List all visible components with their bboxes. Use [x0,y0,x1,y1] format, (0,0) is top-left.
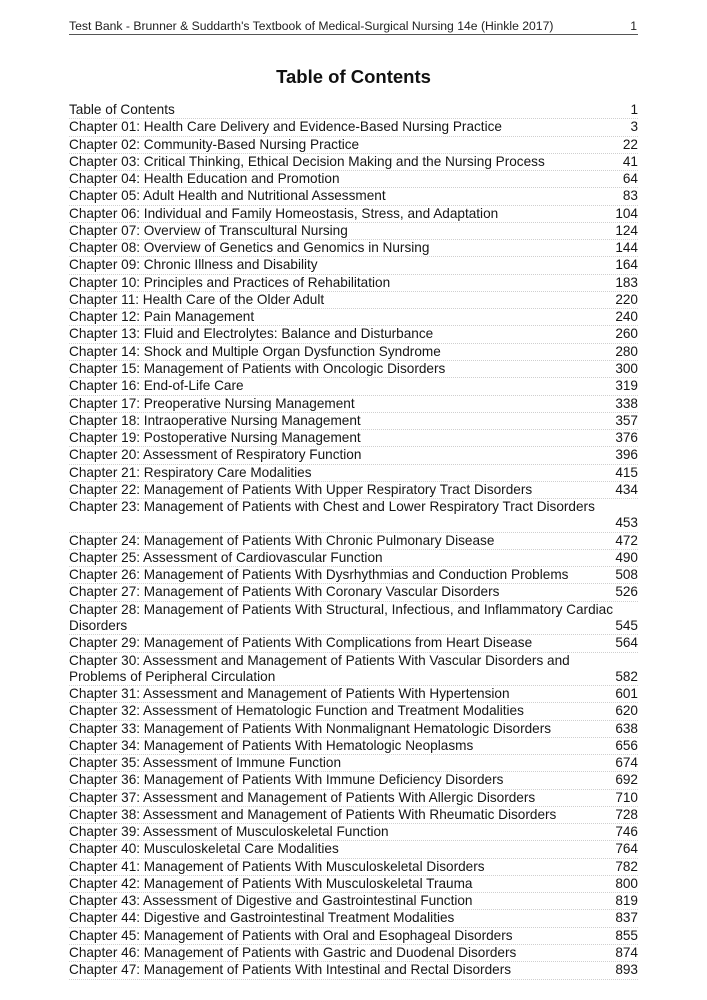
toc-entry-title: Chapter 32: Assessment of Hematologic Function and Treatment Modalities [69,703,524,719]
toc-entry-title: Chapter 14: Shock and Multiple Organ Dysfunction Syndrome [69,343,441,359]
toc-entry[interactable] [69,703,638,720]
toc-entry[interactable] [69,430,638,447]
toc-entry-page-number: 893 [615,962,638,978]
toc-entry[interactable] [69,447,638,464]
toc-entry-title: Chapter 08: Overview of Genetics and Genomics in Nursing [69,240,430,256]
toc-entry[interactable] [69,188,638,205]
toc-entry-title: Chapter 43: Assessment of Digestive and Gastrointestinal Function [69,893,473,909]
toc-entry-page-number: 41 [622,153,638,169]
toc-entry-title: Chapter 31: Assessment and Management of Patients With Hypertension [69,686,510,702]
toc-entry-page-number: 376 [615,430,638,446]
toc-entry-page-number: 620 [615,703,638,719]
toc-entry-page-number: 746 [615,824,638,840]
toc-entry[interactable] [69,482,638,499]
toc-entry-title: Chapter 41: Management of Patients With Musculoskeletal Disorders [69,858,485,874]
toc-entry[interactable] [69,361,638,378]
toc-entry[interactable] [69,102,638,119]
toc-entry[interactable] [69,876,638,893]
toc-entry-page-number: 819 [615,893,638,909]
toc-entry-title: Chapter 17: Preoperative Nursing Management [69,395,355,411]
toc-entry[interactable] [69,755,638,772]
toc-entry-page-number: 415 [615,464,638,480]
toc-entry-page-number: 837 [615,910,638,926]
toc-entry-page-number: 183 [615,274,638,290]
toc-entry[interactable] [69,206,638,223]
toc-entry-page-number: 83 [622,188,638,204]
toc-entry-title: Chapter 16: End-of-Life Care [69,378,244,394]
toc-entry[interactable] [69,686,638,703]
toc-entry-title: Chapter 02: Community-Based Nursing Practice [69,136,360,152]
toc-entry[interactable] [69,275,638,292]
toc-entry[interactable] [69,550,638,567]
toc-entry[interactable] [69,292,638,309]
header-page-number: 1 [630,19,637,33]
toc-entry-title: Chapter 29: Management of Patients With Complications from Heart Disease [69,635,533,651]
toc-entry[interactable] [69,137,638,154]
toc-entry[interactable] [69,772,638,789]
toc-entry-title: Table of Contents [69,102,175,117]
toc-entry-title: Chapter 11: Health Care of the Older Adult [69,291,325,307]
toc-entry[interactable] [69,859,638,876]
toc-entry-page-number: 104 [615,205,638,221]
toc-heading: Table of Contents [276,66,431,87]
toc-entry-title: Chapter 07: Overview of Transcultural Nursing [69,222,348,238]
toc-entry-title: Chapter 09: Chronic Illness and Disability [69,257,318,273]
toc-entry[interactable] [69,602,638,636]
toc-entry[interactable] [69,910,638,927]
toc-entry-page-number: 692 [615,772,638,788]
toc-entry-page-number: 220 [615,291,638,307]
toc-entry[interactable] [69,584,638,601]
toc-entry-title: Chapter 34: Management of Patients With Hematologic Neoplasms [69,737,474,753]
toc-entry-page-number: 338 [615,395,638,411]
toc-entry[interactable] [69,309,638,326]
toc-entry-page-number: 764 [615,841,638,857]
toc-entry-page-number: 710 [615,789,638,805]
toc-entry[interactable] [69,396,638,413]
toc-entry-page-number: 3 [630,119,638,135]
toc-entry-title: Chapter 35: Assessment of Immune Function [69,755,342,771]
toc-entry-page-number: 674 [615,755,638,771]
toc-entry[interactable] [69,171,638,188]
toc-entry-title: Chapter 05: Adult Health and Nutritional Assessment [69,188,386,204]
toc-entry-page-number: 855 [615,927,638,943]
toc-entry-page-number: 582 [615,668,638,684]
toc-entry-page-number: 64 [622,171,638,187]
toc-entry[interactable] [69,962,638,979]
toc-entry-title: Chapter 20: Assessment of Respiratory Function [69,447,362,463]
toc-entry-page-number: 240 [615,309,638,325]
toc-entry[interactable] [69,824,638,841]
toc-entry-title: Chapter 25: Assessment of Cardiovascular Function [69,549,383,565]
toc-entry[interactable] [69,154,638,171]
running-header [69,16,638,35]
toc-entry[interactable] [69,790,638,807]
toc-entry-page-number: 260 [615,326,638,342]
toc-entry[interactable] [69,893,638,910]
toc-entry[interactable] [69,119,638,136]
toc-entry-page-number: 800 [615,875,638,891]
toc-entry-title: Chapter 37: Assessment and Management of Patients With Allergic Disorders [69,789,536,805]
toc-entry-page-number: 472 [615,532,638,548]
toc-entry-title: Chapter 28: Management of Patients With Structural, Infectious, and Inflammatory Cardiac Disorders [69,601,614,633]
toc-entry-title: Chapter 12: Pain Management [69,309,255,325]
toc-entry-title: Chapter 38: Assessment and Management of Patients With Rheumatic Disorders [69,806,557,822]
toc-entry-title: Chapter 40: Musculoskeletal Care Modalities [69,841,339,857]
toc-entry-page-number: 601 [615,686,638,702]
toc-entry[interactable] [69,499,638,533]
toc-entry-title: Chapter 24: Management of Patients With Chronic Pulmonary Disease [69,532,495,548]
toc-entry-title: Chapter 27: Management of Patients With Coronary Vascular Disorders [69,584,500,600]
toc-entry[interactable] [69,653,638,687]
header-title: Test Bank - Brunner & Suddarth's Textbook of Medical-Surgical Nursing 14e (Hinkle 2017) [69,19,554,33]
toc-entry[interactable] [69,738,638,755]
toc-entry-title: Chapter 10: Principles and Practices of Rehabilitation [69,274,391,290]
toc-entry-title: Chapter 15: Management of Patients with Oncologic Disorders [69,360,446,376]
toc-entry-page-number: 280 [615,343,638,359]
toc-entry[interactable] [69,567,638,584]
toc-entry-title: Chapter 03: Critical Thinking, Ethical Decision Making and the Nursing Process [69,153,545,169]
toc-entry-title: Chapter 47: Management of Patients With Intestinal and Rectal Disorders [69,962,512,978]
toc-entry-page-number: 124 [615,222,638,238]
toc-entry[interactable] [69,378,638,395]
toc-entry[interactable] [69,841,638,858]
toc-entry-page-number: 656 [615,737,638,753]
toc-entry-page-number: 526 [615,584,638,600]
toc-entry-title: Chapter 23: Management of Patients with Chest and Lower Respiratory Tract Disorders [69,499,595,515]
toc-entry-page-number: 782 [615,858,638,874]
toc-entry-page-number: 638 [615,720,638,736]
toc-entry-page-number: 564 [615,635,638,651]
toc-entry-page-number: 319 [615,378,638,394]
toc-entry-title: Chapter 04: Health Education and Promotion [69,171,340,187]
toc-entry-title: Chapter 42: Management of Patients With Musculoskeletal Trauma [69,875,473,891]
toc-entry[interactable] [69,928,638,945]
toc-entry[interactable] [69,807,638,824]
toc-entry-page-number: 490 [615,549,638,565]
toc-entry-page-number: 728 [615,806,638,822]
toc-entry-title: Chapter 44: Digestive and Gastrointestinal Treatment Modalities [69,910,455,926]
toc-entry-title: Chapter 39: Assessment of Musculoskeletal Function [69,824,389,840]
toc-entry[interactable] [69,465,638,482]
toc-entry[interactable] [69,721,638,738]
toc-entry-title: Chapter 26: Management of Patients With Dysrhythmias and Conduction Problems [69,567,569,583]
toc-entry-title: Chapter 33: Management of Patients With Nonmalignant Hematologic Disorders [69,720,552,736]
toc-entry[interactable] [69,945,638,962]
toc-entry-page-number: 508 [615,567,638,583]
toc-entry[interactable] [69,223,638,240]
toc-entry-page-number: 453 [615,515,638,531]
toc-entry-title: Chapter 01: Health Care Delivery and Evidence-Based Nursing Practice [69,119,502,135]
toc-entry-page-number: 22 [622,136,638,152]
toc-entry-title: Chapter 45: Management of Patients with Oral and Esophageal Disorders [69,927,513,943]
toc-entry[interactable] [69,413,638,430]
toc-entry[interactable] [69,257,638,274]
toc-entry[interactable] [69,326,638,343]
toc-entry-title: Chapter 18: Intraoperative Nursing Management [69,412,361,428]
toc-entry[interactable] [69,533,638,550]
toc-entry-page-number: 434 [615,481,638,497]
toc-entry-title: Chapter 21: Respiratory Care Modalities [69,464,312,480]
toc-entry-title: Chapter 30: Assessment and Management of Patients With Vascular Disorders and Problems of Peripheral Circulation [69,652,570,684]
toc-entry-page-number: 874 [615,945,638,961]
toc-entry-title: Chapter 13: Fluid and Electrolytes: Balance and Disturbance [69,326,434,342]
toc-entry-page-number: 164 [615,257,638,273]
toc-entry-title: Chapter 22: Management of Patients With Upper Respiratory Tract Disorders [69,481,533,497]
toc-entry-page-number: 396 [615,447,638,463]
toc-entry-page-number: 357 [615,412,638,428]
toc-entry-page-number: 545 [615,617,638,633]
toc-entry-title: Chapter 19: Postoperative Nursing Management [69,430,361,446]
table-of-contents [69,102,638,980]
toc-entry[interactable] [69,240,638,257]
toc-entry[interactable] [69,344,638,361]
toc-entry-page-number: 300 [615,360,638,376]
toc-entry-page-number: 144 [615,240,638,256]
toc-entry-title: Chapter 46: Management of Patients with Gastric and Duodenal Disorders [69,945,517,961]
toc-entry-page-number: 1 [630,102,638,117]
toc-entry[interactable] [69,635,638,652]
toc-entry-title: Chapter 06: Individual and Family Homeostasis, Stress, and Adaptation [69,205,499,221]
toc-entry-title: Chapter 36: Management of Patients With Immune Deficiency Disorders [69,772,504,788]
